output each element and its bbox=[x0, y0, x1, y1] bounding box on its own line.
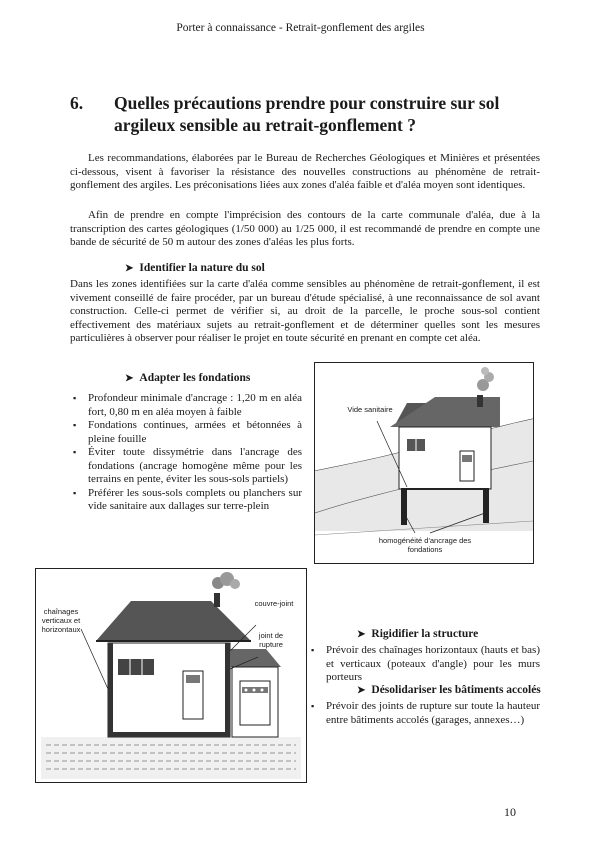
rupture-joint-label: joint de rupture bbox=[258, 631, 284, 649]
list-item: ▪ Fondations continues, armées et bétonnées à pleine fouille bbox=[70, 419, 302, 446]
desolidarize-title: Désolidariser les bâtiments accolés bbox=[371, 684, 541, 696]
figure-foundation-anchoring bbox=[314, 362, 534, 564]
crawlspace-label: Vide sanitaire bbox=[347, 405, 393, 414]
foundations-heading bbox=[125, 372, 250, 384]
foundations-list bbox=[70, 392, 302, 514]
foundations-title: Adapter les fondations bbox=[139, 372, 251, 384]
list-item: ▪ Prévoir des joints de rupture sur toute la hauteur entre bâtiments accolés (garages, annexes…) bbox=[308, 700, 540, 727]
identify-heading bbox=[125, 262, 265, 274]
figure-structure-joints bbox=[35, 568, 307, 783]
identify-paragraph: Dans les zones identifiées sur la carte d'aléa comme sensibles au phénomène de retrait-gonflement, il est vivement conseillé de faire procéder, par un bureau d'étude spécialisé, à une reconnaissance de sol avant construction. Celle-ci permet de vérifier si, au droit de la parcelle, le proche sous-sol contient effectivement des matériaux sujets au retrait-gonflement et de déterminer quelles sont les mesures particulières à observer pour réaliser le projet en toute sécurité en prenant en compte cet aléa. bbox=[70, 278, 540, 344]
identify-title: Identifier la nature du sol bbox=[139, 262, 265, 274]
house-slope-illustration bbox=[315, 363, 533, 563]
structure-heading bbox=[357, 628, 478, 640]
list-item: ▪ Éviter toute dissymétrie dans l'ancrage des fondations (ancrage homogène même pour les terrains en pente, éviter les sous-sols partiels) bbox=[70, 446, 302, 487]
intro-paragraph-2: Afin de prendre en compte l'imprécision des contours de la carte communale d'aléa, due à la transcription des cartes géologiques (1/50 000) au 1/25 000, il est recommandé de prendre en compte une bande de sécurité de 50 m autour des zones d'aléas les plus forts. bbox=[70, 209, 540, 248]
desolidarize-heading bbox=[357, 684, 541, 696]
section-number: 6. bbox=[70, 93, 84, 113]
list-item: ▪ Préférer les sous-sols complets ou planchers sur vide sanitaire aux dallages sur terre-plein bbox=[70, 487, 302, 514]
list-item: ▪ Profondeur minimale d'ancrage : 1,20 m en aléa fort, 0,80 m en aléa moyen à faible bbox=[70, 392, 302, 419]
intro-paragraph-1: Les recommandations, élaborées par le Bureau de Recherches Géologiques et Minières et présentées ci-dessous, visent à favoriser la résistance des nouvelles constructions au phénomène de retrait-gonflement des argiles. Les préconisations liées aux zones d'aléa faible et d'aléa moyen sont identiques. bbox=[70, 152, 540, 191]
desolidarize-list bbox=[308, 700, 540, 727]
arrow-right-icon: ➤ bbox=[357, 629, 366, 640]
structure-title: Rigidifier la structure bbox=[371, 628, 479, 640]
anchoring-label: homogénéité d'ancrage des fondations bbox=[378, 536, 472, 554]
arrow-right-icon: ➤ bbox=[357, 685, 366, 696]
arrow-right-icon: ➤ bbox=[125, 373, 134, 384]
arrow-right-icon: ➤ bbox=[125, 263, 134, 274]
section-title: Quelles précautions prendre pour construire sur sol argileux sensible au retrait-gonflement ? bbox=[114, 93, 500, 135]
list-item: ▪ Prévoir des chaînages horizontaux (hauts et bas) et verticaux (poteaux d'angle) pour les murs porteurs bbox=[308, 644, 540, 685]
structure-list bbox=[308, 644, 540, 685]
running-header: Porter à connaissance - Retrait-gonflement des argiles bbox=[176, 22, 425, 34]
cover-joint-label: couvre-joint bbox=[254, 599, 294, 608]
chainages-label: chaînages verticaux et horizontaux bbox=[41, 607, 81, 634]
page-number: 10 bbox=[504, 805, 516, 819]
